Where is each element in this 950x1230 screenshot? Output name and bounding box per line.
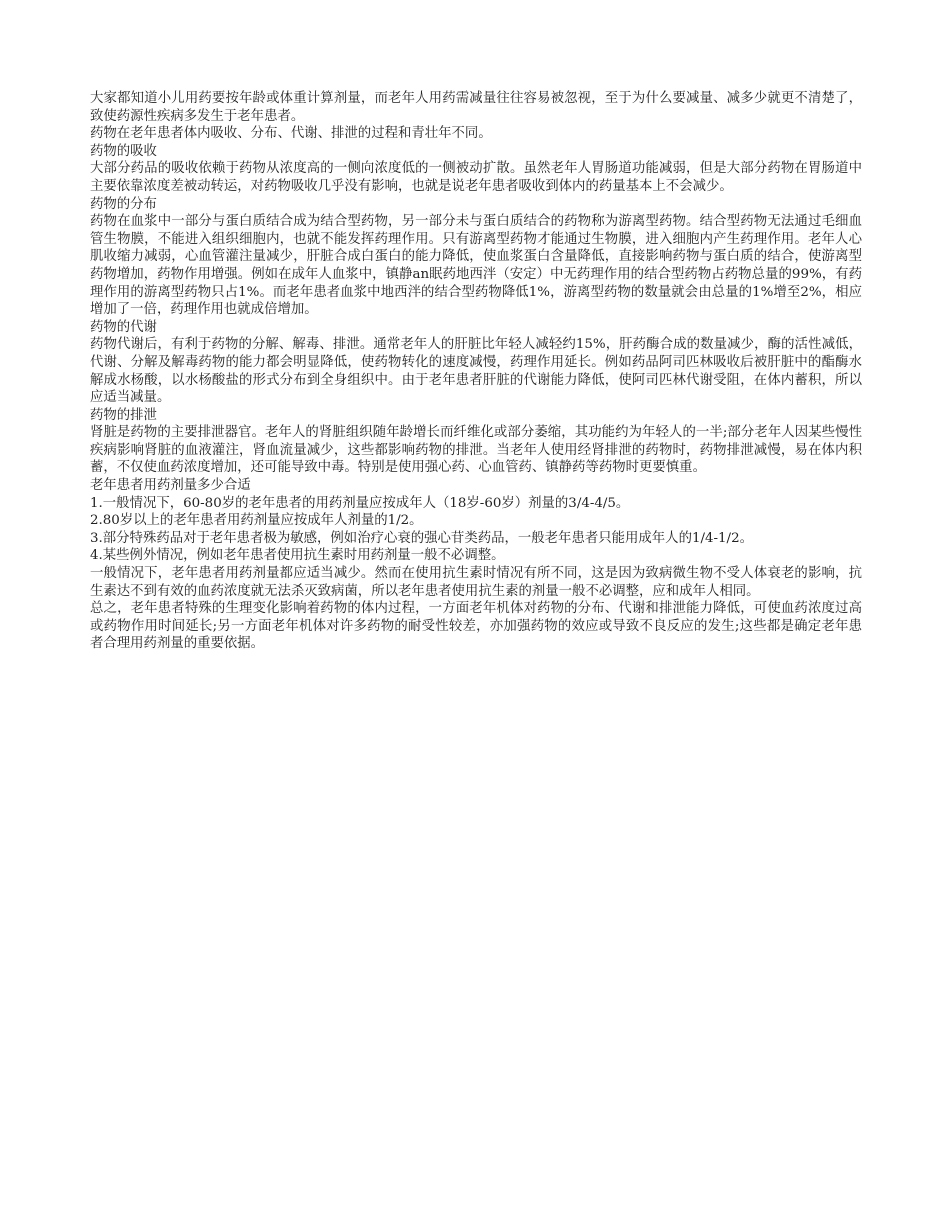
dosage-item-4: 4.某些例外情况，例如老年患者使用抗生素时用药剂量一般不必调整。 xyxy=(90,548,505,564)
section-body-excretion: 肾脏是药物的主要排泄器官。老年人的肾脏组织随年龄增长而纤维化或部分萎缩，其功能约为年轻人的一半;部分老年人因某些慢性疾病影响肾脏的血液灌注，肾血流量减少，这些都影响药物的排泄。当老年人使用经肾排泄的药物时，药物排泄减慢，易在体内积蓄，不仅使血药浓度增加，还可能导致中毒。特别是使用强心药、心血管药、镇静药等药物时更要慎重。 xyxy=(90,425,862,476)
dosage-item-2: 2.80岁以上的老年患者用药剂量应按成年人剂量的1/2。 xyxy=(90,513,423,529)
dosage-item-3: 3.部分特殊药品对于老年患者极为敏感，例如治疗心衰的强心苷类药品，一般老年患者只能用成年人的1/4-1/2。 xyxy=(90,530,753,546)
section-heading-metabolism: 药物的代谢 xyxy=(90,319,157,335)
antibiotic-note-paragraph: 一般情况下，老年患者用药剂量都应适当减少。然而在使用抗生素时情况有所不同，这是因为致病微生物不受人体衰老的影响，抗生素达不到有效的血药浓度就无法杀灭致病菌，所以老年患者使用抗生素的剂量一般不必调整，应和成年人相同。 xyxy=(90,566,862,599)
section-heading-absorption: 药物的吸收 xyxy=(90,143,157,159)
dosage-item-1: 1.一般情况下，60-80岁的老年患者的用药剂量应按成年人（18岁-60岁）剂量的3/4-4/5。 xyxy=(90,495,630,511)
document-body xyxy=(90,90,862,653)
dosage-heading: 老年患者用药剂量多少合适 xyxy=(90,478,251,494)
section-body-distribution: 药物在血浆中一部分与蛋白质结合成为结合型药物，另一部分未与蛋白质结合的药物称为游离型药物。结合型药物无法通过毛细血管生物膜，不能进入组织细胞内，也就不能发挥药理作用。只有游离型药物才能通过生物膜，进入细胞内产生药理作用。老年人心肌收缩力减弱，心血管灌注量减少，肝脏合成白蛋白的能力降低，使血浆蛋白含量降低，直接影响药物与蛋白质的结合，使游离型药物增加，药物作用增强。例如在成年人血浆中，镇静an眠药地西泮（安定）中无药理作用的结合型药物占药物总量的99%，有药理作用的游离型药物只占1%。而老年患者血浆中地西泮的结合型药物降低1%，游离型药物的数量就会由总量的1%增至2%，相应增加了一倍，药理作用也就成倍增加。 xyxy=(90,214,862,318)
section-body-metabolism: 药物代谢后，有利于药物的分解、解毒、排泄。通常老年人的肝脏比年轻人减轻约15%，肝药酶合成的数量减少，酶的活性减低，代谢、分解及解毒药物的能力都会明显降低，使药物转化的速度减慢，药理作用延长。例如药品阿司匹林吸收后被肝脏中的酯酶水解成水杨酸，以水杨酸盐的形式分布到全身组织中。由于老年患者肝脏的代谢能力降低，使阿司匹林代谢受阻，在体内蓄积，所以应适当减量。 xyxy=(90,337,862,406)
overview-paragraph: 药物在老年患者体内吸收、分布、代谢、排泄的过程和青壮年不同。 xyxy=(90,126,492,142)
section-body-absorption: 大部分药品的吸收依赖于药物从浓度高的一侧向浓度低的一侧被动扩散。虽然老年人胃肠道功能减弱，但是大部分药物在胃肠道中主要依靠浓度差被动转运，对药物吸收几乎没有影响，也就是说老年患者吸收到体内的药量基本上不会减少。 xyxy=(90,161,862,194)
intro-paragraph: 大家都知道小儿用药要按年龄或体重计算剂量，而老年人用药需减量往往容易被忽视，至于为什么要减量、减多少就更不清楚了，致使药源性疾病多发生于老年患者。 xyxy=(90,91,862,124)
conclusion-paragraph: 总之，老年患者特殊的生理变化影响着药物的体内过程，一方面老年机体对药物的分布、代谢和排泄能力降低，可使血药浓度过高或药物作用时间延长;另一方面老年机体对许多药物的耐受性较差，亦加强药物的效应或导致不良反应的发生;这些都是确定老年患者合理用药剂量的重要依据。 xyxy=(90,601,862,652)
section-heading-distribution: 药物的分布 xyxy=(90,196,157,212)
section-heading-excretion: 药物的排泄 xyxy=(90,407,157,423)
